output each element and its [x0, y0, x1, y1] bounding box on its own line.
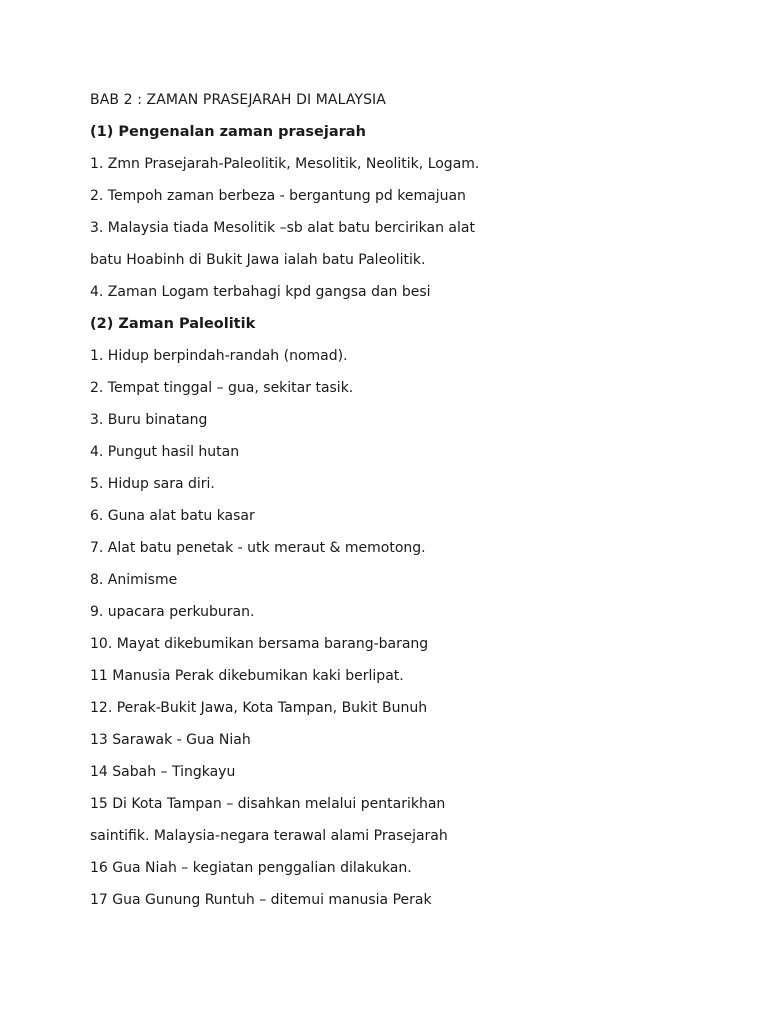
text-line: 6. Guna alat batu kasar — [90, 508, 255, 524]
text-line: 1. Zmn Prasejarah-Paleolitik, Mesolitik, Neolitik, Logam. — [90, 156, 480, 172]
text-line: 3. Buru binatang — [90, 412, 208, 428]
text-line: 14 Sabah – Tingkayu — [90, 764, 236, 780]
text-line: saintifik. Malaysia-negara terawal alami Prasejarah — [90, 828, 448, 844]
text-line: 16 Gua Niah – kegiatan penggalian dilakukan. — [90, 860, 412, 876]
text-line: 4. Zaman Logam terbahagi kpd gangsa dan besi — [90, 284, 431, 300]
section-heading-pengenalan: (1) Pengenalan zaman prasejarah — [90, 124, 366, 140]
text-line: 9. upacara perkuburan. — [90, 604, 255, 620]
text-line: 10. Mayat dikebumikan bersama barang-barang — [90, 636, 429, 652]
text-line: 2. Tempoh zaman berbeza - bergantung pd kemajuan — [90, 188, 466, 204]
text-line: 12. Perak-Bukit Jawa, Kota Tampan, Bukit Bunuh — [90, 700, 428, 716]
text-line: 7. Alat batu penetak - utk meraut & memotong. — [90, 540, 426, 556]
text-line: 1. Hidup berpindah-randah (nomad). — [90, 348, 348, 364]
document-page — [90, 90, 730, 922]
text-line: 15 Di Kota Tampan – disahkan melalui pentarikhan — [90, 796, 446, 812]
text-line: 11 Manusia Perak dikebumikan kaki berlipat. — [90, 668, 404, 684]
text-line: 3. Malaysia tiada Mesolitik –sb alat batu bercirikan alat — [90, 220, 475, 236]
text-line: 17 Gua Gunung Runtuh – ditemui manusia Perak — [90, 892, 432, 908]
text-line: 13 Sarawak - Gua Niah — [90, 732, 251, 748]
section-heading-paleolitik: (2) Zaman Paleolitik — [90, 316, 256, 332]
document-title: BAB 2 : ZAMAN PRASEJARAH DI MALAYSIA — [90, 92, 386, 108]
text-line: 4. Pungut hasil hutan — [90, 444, 240, 460]
text-line: 2. Tempat tinggal – gua, sekitar tasik. — [90, 380, 354, 396]
text-line: 8. Animisme — [90, 572, 178, 588]
text-line: 5. Hidup sara diri. — [90, 476, 215, 492]
text-line: batu Hoabinh di Bukit Jawa ialah batu Paleolitik. — [90, 252, 426, 268]
